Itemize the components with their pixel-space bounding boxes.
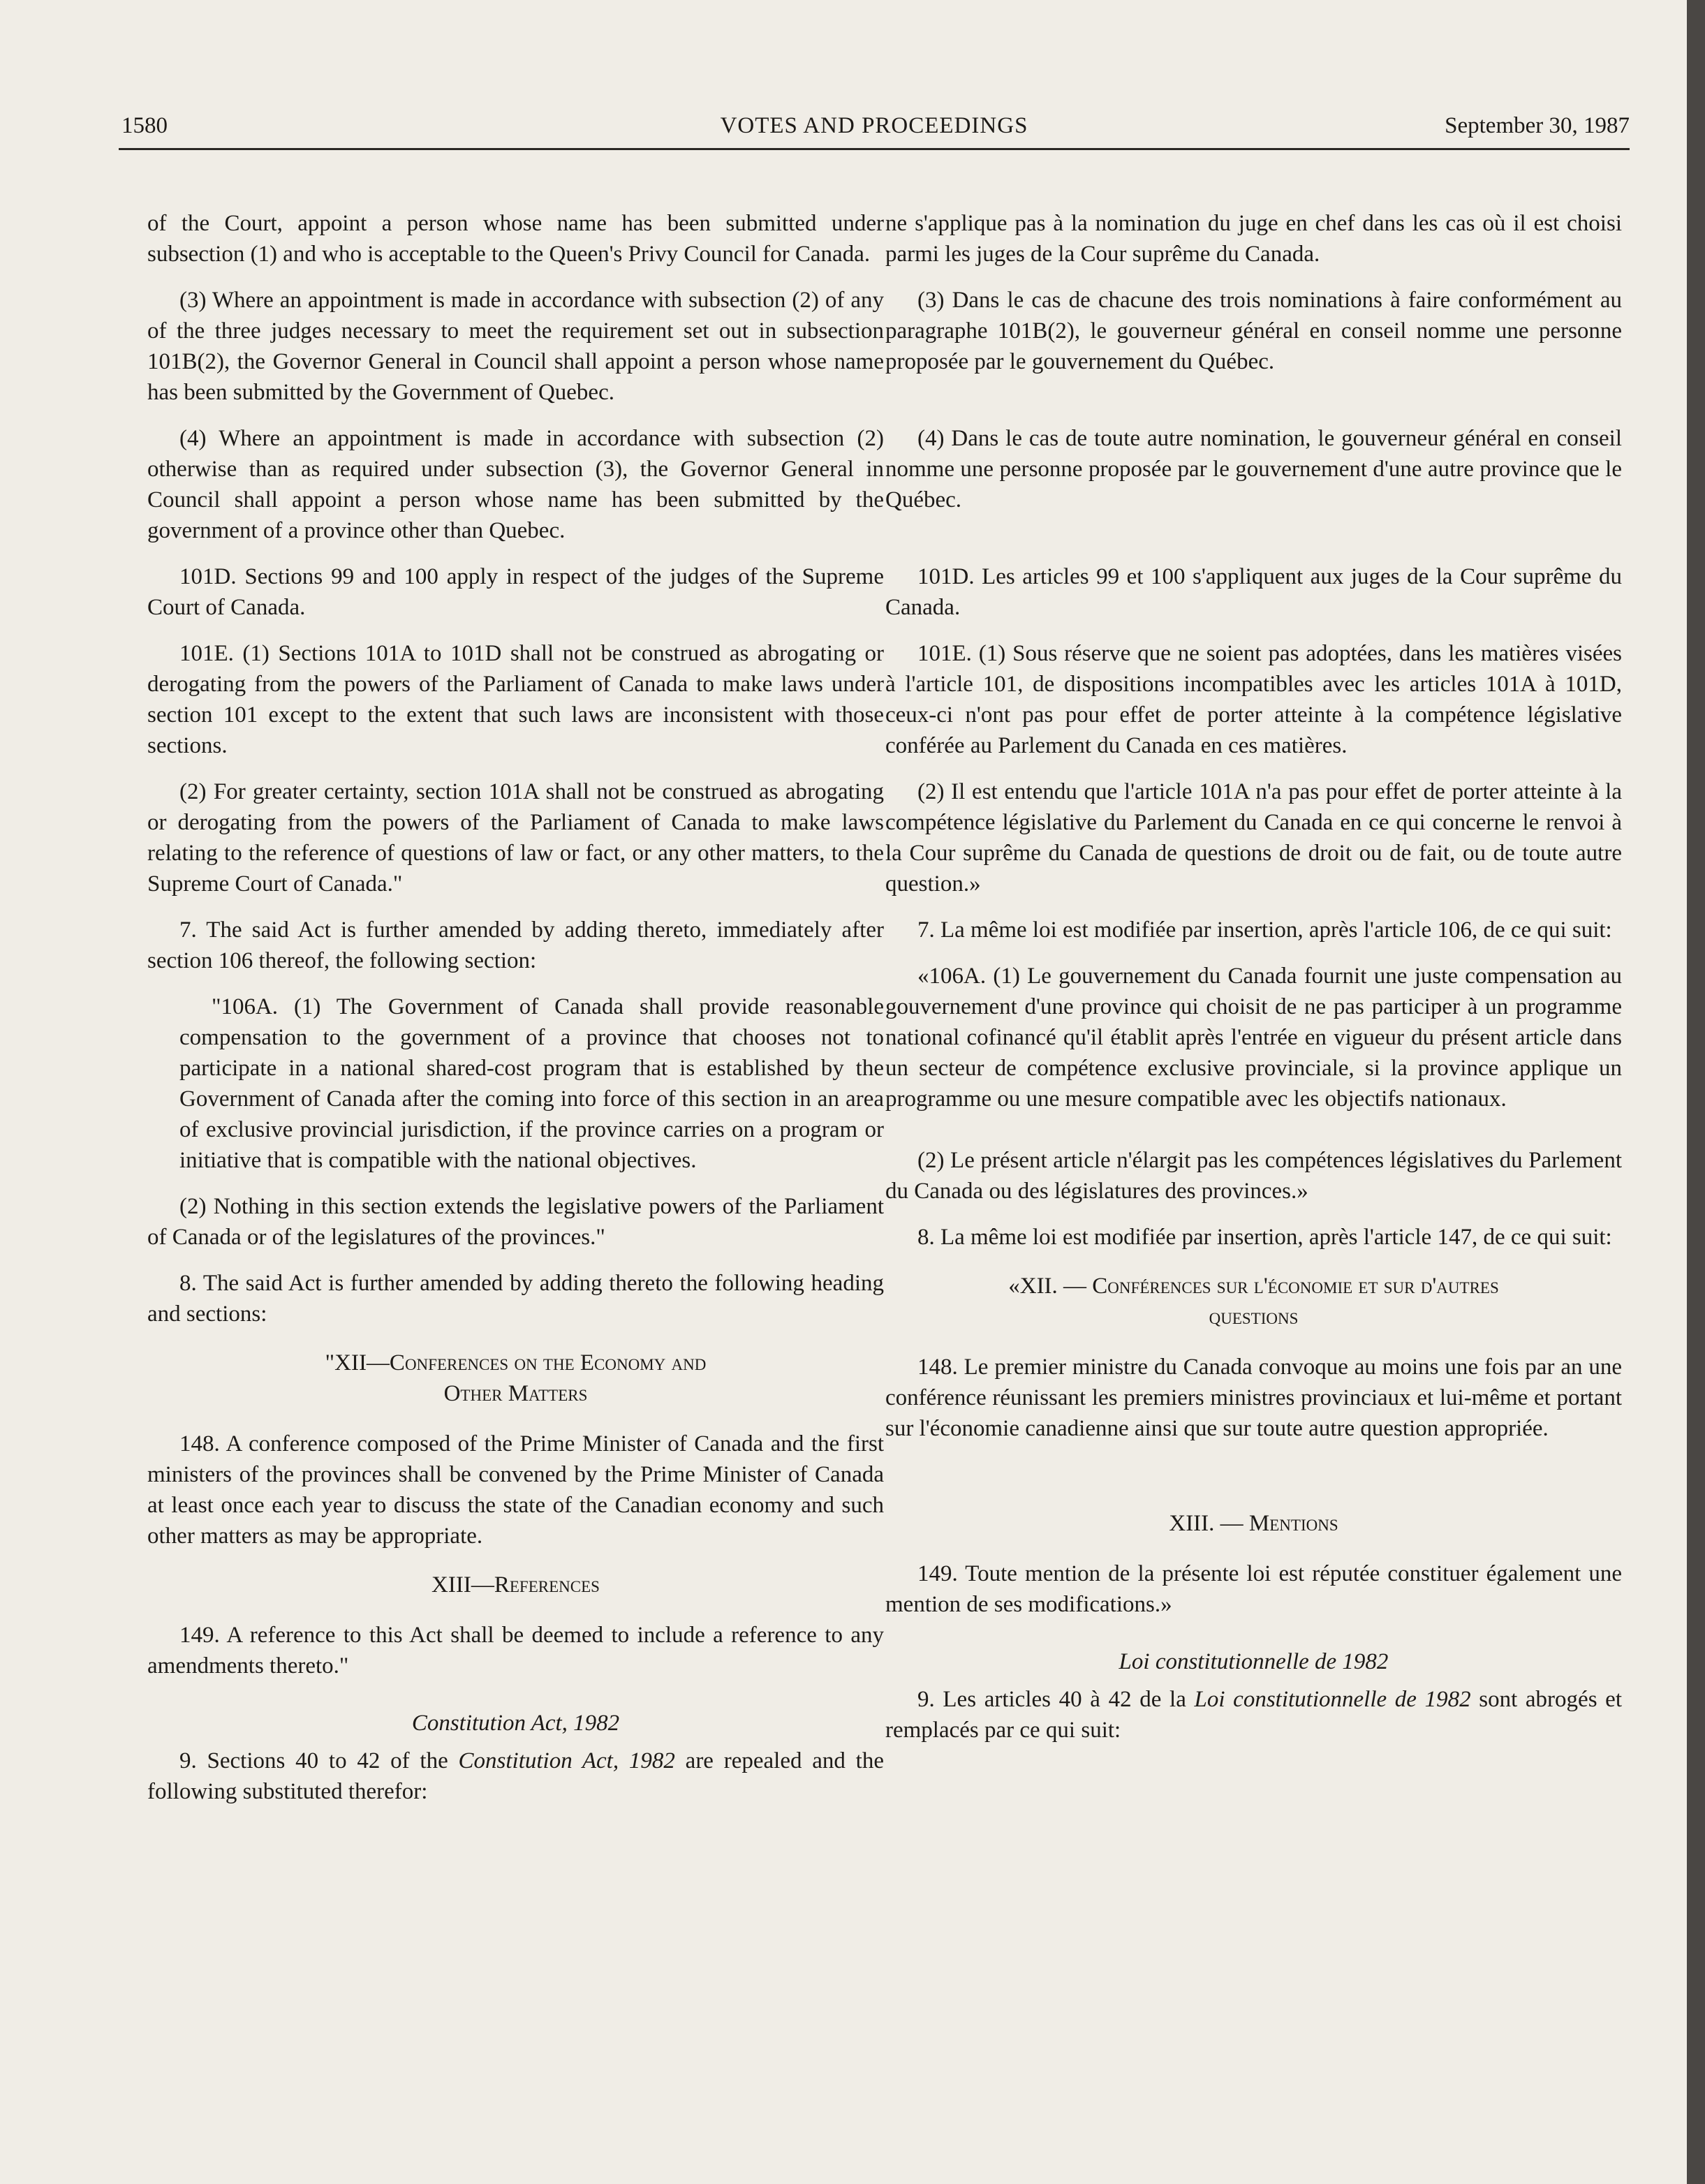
- paragraph: of the Court, appoint a person whose name has been submitted under subsection (1) and who is acceptable to the Queen's Privy Council for Canada.: [147, 211, 884, 267]
- section-heading: XIII—References: [431, 1572, 600, 1598]
- paragraph: 148. Le premier ministre du Canada convoque au moins une fois par an une conférence réunissant les premiers ministres provinciaux et lui-même et portant sur l'économie canadienne ainsi que sur toute autre question appropriée.: [885, 1355, 1622, 1441]
- act-title: Constitution Act, 1982: [458, 1748, 675, 1773]
- english-column: [147, 208, 884, 1822]
- heading-line: "XII—Conferences on the Economy and: [325, 1350, 707, 1375]
- paragraph: (2) Il est entendu que l'article 101A n'a pas pour effet de porter atteinte à la compétence législative du Parlement du Canada en ce qui concerne le renvoi à la Cour suprême du Canada de questions de droit ou de fait, ou de toute autre question.»: [885, 779, 1622, 897]
- paragraph: (2) For greater certainty, section 101A shall not be construed as abrogating or derogating from the powers of the Parliament of Canada to make laws relating to the reference of questions of law or fact, or any other matters, to the Supreme Court of Canada.": [147, 779, 884, 897]
- paragraph: "106A. (1) The Government of Canada shall provide reasonable compensation to the government of a province that chooses not to participate in a national shared-cost program that is established by the Government of Canada after the coming into force of this section in an area of exclusive provincial jurisdiction, if the province carries on a program or initiative that is compatible with the national objectives.: [179, 994, 884, 1173]
- running-title: VOTES AND PROCEEDINGS: [720, 113, 1028, 138]
- paragraph: 149. Toute mention de la présente loi est réputée constituer également une mention de ses modifications.»: [885, 1561, 1622, 1617]
- page-number: 1580: [121, 113, 168, 138]
- heading-line: Other Matters: [443, 1381, 588, 1406]
- paragraph: 101D. Les articles 99 et 100 s'appliquent aux juges de la Cour suprême du Canada.: [885, 564, 1622, 620]
- heading-line: questions: [1209, 1304, 1299, 1329]
- paragraph: (2) Le présent article n'élargit pas les compétences législatives du Parlement du Canada ou des législatures des provinces.»: [885, 1148, 1622, 1204]
- section-heading: [147, 1348, 884, 1409]
- paragraph: 101D. Sections 99 and 100 apply in respect of the judges of the Supreme Court of Canada.: [147, 564, 884, 620]
- paragraph: «106A. (1) Le gouvernement du Canada fournit une juste compensation au gouvernement d'une province qui choisit de ne pas participer à un programme national cofinancé qu'il établit après l'entrée en vigueur du présent article dans un secteur de compétence exclusive provinciale, si la province applique un programme ou une mesure compatible avec les objectifs nationaux.: [885, 964, 1622, 1112]
- act-heading: Loi constitutionnelle de 1982: [1119, 1649, 1389, 1674]
- paragraph: (4) Dans le cas de toute autre nomination, le gouverneur général en conseil nomme une personne proposée par le gouvernement d'une autre province que le Québec.: [885, 426, 1622, 512]
- paragraph: [885, 1684, 1622, 1746]
- page-header: [119, 112, 1630, 150]
- paragraph: ne s'applique pas à la nomination du juge en chef dans les cas où il est choisi parmi les juges de la Cour suprême du Canada.: [885, 211, 1622, 267]
- text-run: are repealed and the following substituted therefor:: [147, 1748, 884, 1804]
- paragraph: 7. La même loi est modifiée par insertion, après l'article 106, de ce qui suit:: [917, 917, 1612, 943]
- text-run: 9. Les articles 40 à 42 de la: [917, 1687, 1195, 1712]
- paragraph: 8. La même loi est modifiée par insertion, après l'article 147, de ce qui suit:: [917, 1225, 1612, 1250]
- paragraph: (2) Nothing in this section extends the legislative powers of the Parliament of Canada or of the legislatures of the provinces.": [147, 1194, 884, 1250]
- french-column: [885, 208, 1622, 1761]
- paragraph: (3) Where an appointment is made in accordance with subsection (2) of any of the three judges necessary to meet the requirement set out in subsection 101B(2), the Governor General in Council shall appoint a person whose name has been submitted by the Government of Quebec.: [147, 288, 884, 405]
- paragraph: (4) Where an appointment is made in accordance with subsection (2) otherwise than as required under subsection (3), the Governor General in Council shall appoint a person whose name has been submitted by the government of a province other than Quebec.: [147, 426, 884, 543]
- paragraph: 8. The said Act is further amended by adding thereto the following heading and sections:: [147, 1271, 884, 1327]
- act-title: Loi constitutionnelle de 1982: [1194, 1687, 1471, 1712]
- text-run: sont abrogés et remplacés par ce qui suit:: [885, 1687, 1622, 1743]
- text-run: 9. Sections 40 to 42 of the: [179, 1748, 459, 1773]
- section-heading: XIII. — Mentions: [1169, 1511, 1338, 1536]
- paragraph: (3) Dans le cas de chacune des trois nominations à faire conformément au paragraphe 101B(2), le gouverneur général en conseil nomme une personne proposée par le gouvernement du Québec.: [885, 288, 1622, 374]
- paragraph: 148. A conference composed of the Prime Minister of Canada and the first ministers of the provinces shall be convened by the Prime Minister of Canada at least once each year to discuss the state of the Canadian economy and such other matters as may be appropriate.: [147, 1431, 884, 1549]
- heading-line: «XII. — Conférences sur l'économie et sur d'autres: [1008, 1274, 1499, 1299]
- act-heading: Constitution Act, 1982: [411, 1711, 620, 1736]
- paragraph: 149. A reference to this Act shall be deemed to include a reference to any amendments thereto.": [147, 1623, 884, 1678]
- header-date: September 30, 1987: [1445, 113, 1630, 138]
- paragraph: [147, 1746, 884, 1807]
- paragraph: 7. The said Act is further amended by adding thereto, immediately after section 106 thereof, the following section:: [147, 917, 884, 973]
- page-edge: [1687, 0, 1705, 2184]
- section-heading: [885, 1271, 1622, 1332]
- paragraph: 101E. (1) Sous réserve que ne soient pas adoptées, dans les matières visées à l'article 101, de dispositions incompatibles avec les articles 101A à 101D, ceux-ci n'ont pas pour effet de porter atteinte à la compétence législative conférée au Parlement du Canada en ces matières.: [885, 641, 1622, 758]
- paragraph: 101E. (1) Sections 101A to 101D shall not be construed as abrogating or derogating from the powers of the Parliament of Canada to make laws under section 101 except to the extent that such laws are inconsistent with those sections.: [147, 641, 884, 758]
